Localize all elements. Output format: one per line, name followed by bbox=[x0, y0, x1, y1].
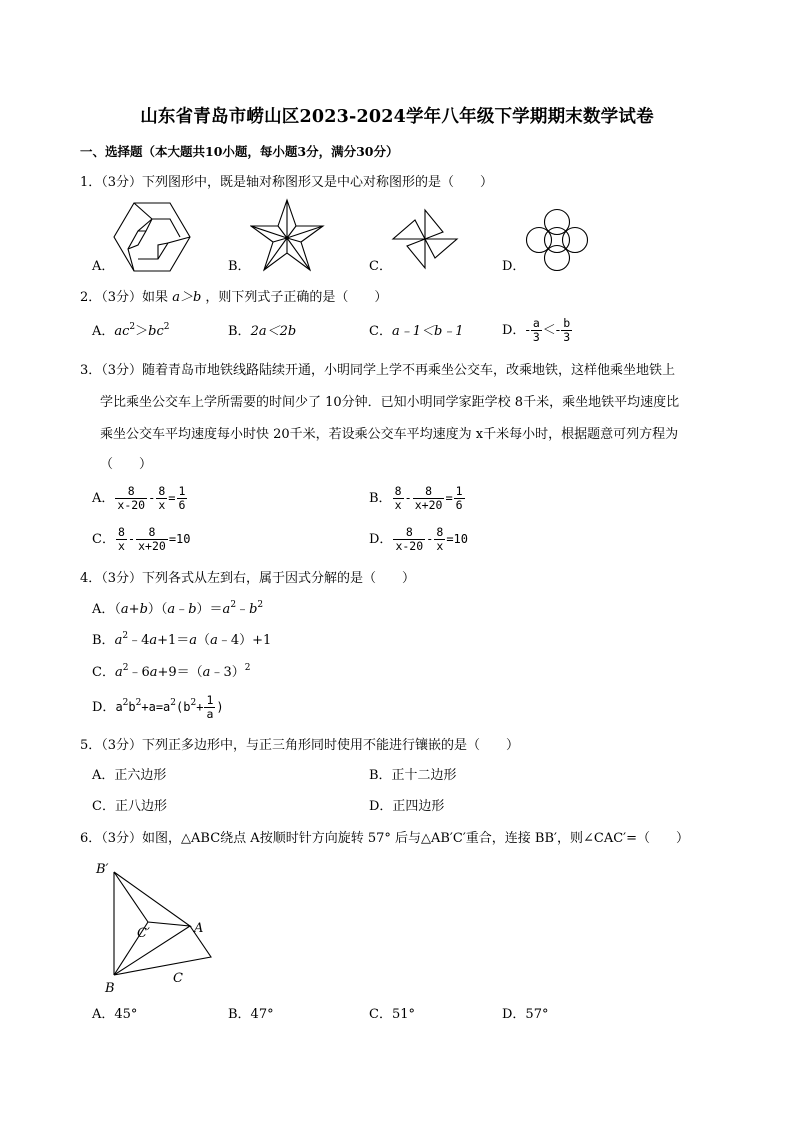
q3-option-c-label: C． bbox=[92, 532, 115, 547]
q5-option-a: A．正六边形 bbox=[92, 768, 167, 783]
q2-option-b-label: B． bbox=[228, 324, 251, 339]
label-b-prime: B′ bbox=[96, 862, 109, 877]
q4-option-d: D．$a^2b^2+a=a^2(b^2+$ $\frac{1}{a}$ ) bbox=[92, 693, 224, 721]
q3-option-a-label: A． bbox=[92, 491, 115, 506]
q3-line-1: 3．（3分）随着青岛市地铁线路陆续开通，小明同学上学不再乘坐公交车，改乘地铁，这样他乘坐地铁上 bbox=[80, 363, 676, 378]
label-c-prime: C′ bbox=[137, 926, 150, 941]
q4-option-c-label: C． bbox=[92, 665, 115, 680]
q2-option-d: D．- $\frac{a}{3}$ ＜- $\frac{b}{3}$ bbox=[502, 316, 571, 344]
q2-stem bbox=[80, 289, 387, 307]
q2-d-num-a: a bbox=[532, 316, 540, 330]
q1-option-c-figure bbox=[391, 208, 459, 270]
q1-option-c-label: C． bbox=[369, 259, 392, 274]
q2-option-c bbox=[369, 323, 464, 341]
q3-line-3: 乘坐公交车平均速度每小时快 20千米，若设乘公交车平均速度为 x千米每小时，根据题意可列方程为 bbox=[100, 427, 679, 442]
q6-stem: 6．（3分）如图，△ABC绕点 A按顺时针方向旋转 57° 后与△AB′C′重合，连接 BB′，则∠CAC′=（ ） bbox=[80, 831, 689, 846]
q2-d-lt: ＜ bbox=[542, 323, 556, 338]
q3-option-a: A． $\frac{8}{x-20}$ - $\frac{8}{x}$ = $\frac{1}{6}$ bbox=[92, 484, 186, 512]
q4-option-c: C．$a^2﹣6a+9=(a﹣3)^2$ bbox=[92, 663, 251, 680]
q4-stem: 4．（3分）下列各式从左到右，属于因式分解的是（ ） bbox=[80, 571, 416, 586]
q4-option-b-label: B． bbox=[92, 633, 115, 648]
section-heading: 一、选择题（本大题共10小题，每小题3分，满分30分） bbox=[80, 144, 399, 159]
q2-option-b bbox=[228, 323, 296, 341]
q1-option-a-label: A． bbox=[92, 259, 115, 274]
q3-line-4: （ ） bbox=[100, 457, 153, 472]
q6-option-b: B．47° bbox=[228, 1007, 274, 1022]
q2-option-d-label: D． bbox=[502, 323, 526, 338]
q6-option-d: D．57° bbox=[502, 1007, 549, 1022]
q5-option-b: B．正十二边形 bbox=[369, 768, 457, 783]
q4-option-a: A．$(a+b)(a﹣b)=a^2﹣b^2$ bbox=[92, 600, 264, 617]
label-a: A bbox=[194, 921, 204, 936]
q2-d-den-b: 3 bbox=[563, 330, 571, 344]
q3-option-d: D． $\frac{8}{x-20}$ - $\frac{8}{x}$ =10 bbox=[369, 525, 468, 553]
q5-option-c: C．正八边形 bbox=[92, 799, 167, 814]
q1-option-b-figure bbox=[250, 198, 325, 274]
q3-option-b-label: B． bbox=[369, 491, 392, 506]
q4-option-d-label: D． bbox=[92, 700, 116, 715]
q2-option-c-text: a﹣1＜b﹣1 bbox=[391, 324, 464, 339]
q1-stem: 1．（3分）下列图形中，既是轴对称图形又是中心对称图形的是（ ） bbox=[80, 175, 494, 190]
q3-option-b: B． $\frac{8}{x}$ - $\frac{8}{x+20}$ = $\frac{1}{6}$ bbox=[369, 484, 463, 512]
q1-option-a-figure bbox=[112, 201, 192, 273]
q1-option-d-label: D． bbox=[502, 259, 526, 274]
q2-option-a-label: A． bbox=[92, 324, 115, 339]
q5-stem: 5．（3分）下列正多边形中，与正三角形同时使用不能进行镶嵌的是（ ） bbox=[80, 738, 520, 753]
q1-option-d-figure bbox=[525, 208, 589, 272]
q4-option-b: B．$a^2﹣4a+1=a(a﹣4)+1$ bbox=[92, 631, 272, 648]
q4-option-a-label: A． bbox=[92, 602, 115, 617]
q2-d-den-a: 3 bbox=[532, 330, 540, 344]
q2-stem-start: 2．（3分）如果 bbox=[80, 290, 169, 305]
q5-option-d: D．正四边形 bbox=[369, 799, 445, 814]
q1-option-b-label: B． bbox=[228, 259, 251, 274]
q2-option-b-text: 2a＜2b bbox=[250, 324, 297, 339]
label-c: C bbox=[173, 971, 183, 986]
q2-stem-end: ，则下列式子正确的是（ ） bbox=[205, 290, 388, 305]
q2-d-num-b: b bbox=[563, 316, 571, 330]
q3-line-2: 学比乘坐公交车上学所需要的时间少了 10分钟．已知小明同学家距学校 8千米，乘坐地铁平均速度比 bbox=[100, 395, 680, 410]
q6-option-c: C．51° bbox=[369, 1007, 415, 1022]
paper-title: 山东省青岛市崂山区2023-2024学年八年级下学期期末数学试卷 bbox=[140, 107, 654, 127]
q3-option-d-label: D． bbox=[369, 532, 393, 547]
label-b: B bbox=[105, 981, 115, 996]
q2-option-a: A．$ac^2>bc^2$ bbox=[92, 322, 170, 339]
q3-option-c: C． $\frac{8}{x}$ - $\frac{8}{x+20}$ =10 bbox=[92, 525, 191, 553]
q6-triangle-figure bbox=[90, 855, 220, 1000]
q2-option-c-label: C． bbox=[369, 324, 392, 339]
q2-condition: a＞b bbox=[172, 290, 202, 305]
q6-option-a: A．45° bbox=[92, 1007, 138, 1022]
